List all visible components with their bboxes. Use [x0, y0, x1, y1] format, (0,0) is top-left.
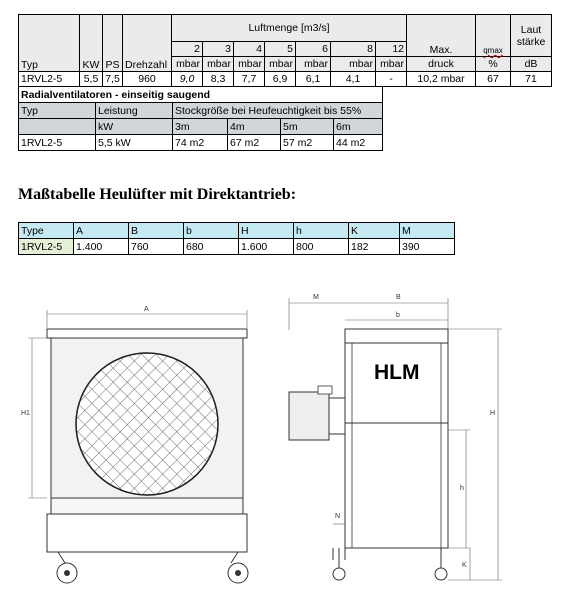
drawing-label: HLM [374, 361, 420, 384]
col-typ: Typ [19, 103, 96, 119]
dim-header: h [294, 223, 349, 239]
cell-ps: 7,5 [103, 72, 123, 87]
pressure-col-value: 3 [203, 42, 234, 57]
cell-drehzahl: 960 [123, 72, 172, 87]
cell-flow: 8,3 [203, 72, 234, 87]
pressure-col-value: 5 [265, 42, 296, 57]
dim-label-H: H [490, 410, 496, 417]
laut-unit: dB [511, 57, 552, 72]
side-view [289, 298, 502, 580]
radial-fan-table [18, 86, 383, 151]
max-druck-label: druck [407, 57, 476, 72]
cell-typ: 1RVL2-5 [19, 135, 96, 151]
height-col: 6m [334, 119, 383, 135]
dim-label-M: M [313, 294, 319, 301]
dim-cell: 182 [349, 239, 400, 255]
dim-label-A: A [144, 306, 149, 313]
dim-header: M [400, 223, 455, 239]
pressure-col-value: 8 [331, 42, 376, 57]
dim-cell: 680 [184, 239, 239, 255]
cell-flow: 6,9 [265, 72, 296, 87]
dim-label-B: B [396, 294, 401, 301]
dim-header: Type [19, 223, 74, 239]
dim-label-N: N [335, 513, 341, 520]
pressure-col-value: 2 [172, 42, 203, 57]
col-kw: KW [80, 15, 103, 72]
dimension-table [18, 222, 455, 255]
cell-max-druck: 10,2 mbar [407, 72, 476, 87]
dim-cell: 800 [294, 239, 349, 255]
cell-typ: 1RVL2-5 [19, 72, 80, 87]
radial-table-title: Radialventilatoren - einseitig saugend [19, 87, 383, 103]
dim-header: H [239, 223, 294, 239]
cell-flow: 9,0 [172, 72, 203, 87]
pressure-col-unit: mbar [376, 57, 407, 72]
pressure-col-value: 4 [234, 42, 265, 57]
pressure-col-unit: mbar [203, 57, 234, 72]
pressure-col-value: 12 [376, 42, 407, 57]
cell-flow: - [376, 72, 407, 87]
col-ps: PS [103, 15, 123, 72]
cell-flow: 6,1 [296, 72, 331, 87]
performance-table [18, 14, 552, 87]
dim-cell: 1RVL2-5 [19, 239, 74, 255]
pressure-col-unit: mbar [234, 57, 265, 72]
cell-leistung: 5,5 kW [96, 135, 173, 151]
cell-flow: 4,1 [331, 72, 376, 87]
col-drehzahl: Drehzahl [123, 15, 172, 72]
empty-cell [19, 119, 96, 135]
pressure-col-unit: mbar [331, 57, 376, 72]
col-luftmenge: Luftmenge [m3/s] [172, 15, 407, 42]
qmax-unit: % [476, 57, 511, 72]
section-heading: Maßtabelle Heulüfter mit Direktantrieb: [18, 186, 297, 203]
height-col: 4m [228, 119, 281, 135]
pressure-col-value: 6 [296, 42, 331, 57]
table-row [19, 72, 552, 87]
dim-header: K [349, 223, 400, 239]
col-laut: Laut stärke [511, 15, 552, 57]
table-row [19, 239, 455, 255]
cell-qmax: 67 [476, 72, 511, 87]
dim-label-H1: H1 [21, 410, 30, 417]
cell-area: 67 m2 [228, 135, 281, 151]
dim-header: A [74, 223, 129, 239]
cell-area: 57 m2 [281, 135, 334, 151]
dim-label-h: h [460, 485, 464, 492]
col-typ: Typ [19, 15, 80, 72]
dim-header: b [184, 223, 239, 239]
technical-drawing [0, 290, 583, 600]
col-max-druck: Max. [407, 15, 476, 57]
dim-label-K: K [462, 562, 467, 569]
cell-area: 44 m2 [334, 135, 383, 151]
col-leistung: Leistung [96, 103, 173, 119]
col-stockgroesse: Stockgröße bei Heufeuchtigkeit bis 55% [173, 103, 383, 119]
height-col: 3m [173, 119, 228, 135]
dim-label-b: b [396, 312, 400, 319]
pressure-col-unit: mbar [296, 57, 331, 72]
table-row [19, 135, 383, 151]
dim-cell: 1.400 [74, 239, 129, 255]
pressure-col-unit: mbar [172, 57, 203, 72]
col-qmax: qmax [476, 15, 511, 57]
front-view [28, 310, 248, 583]
cell-flow: 7,7 [234, 72, 265, 87]
cell-area: 74 m2 [173, 135, 228, 151]
dim-cell: 760 [129, 239, 184, 255]
pressure-col-unit: mbar [265, 57, 296, 72]
height-col: 5m [281, 119, 334, 135]
unit-kw: kW [96, 119, 173, 135]
cell-laut: 71 [511, 72, 552, 87]
dim-cell: 1.600 [239, 239, 294, 255]
dim-header: B [129, 223, 184, 239]
dim-cell: 390 [400, 239, 455, 255]
cell-kw: 5,5 [80, 72, 103, 87]
